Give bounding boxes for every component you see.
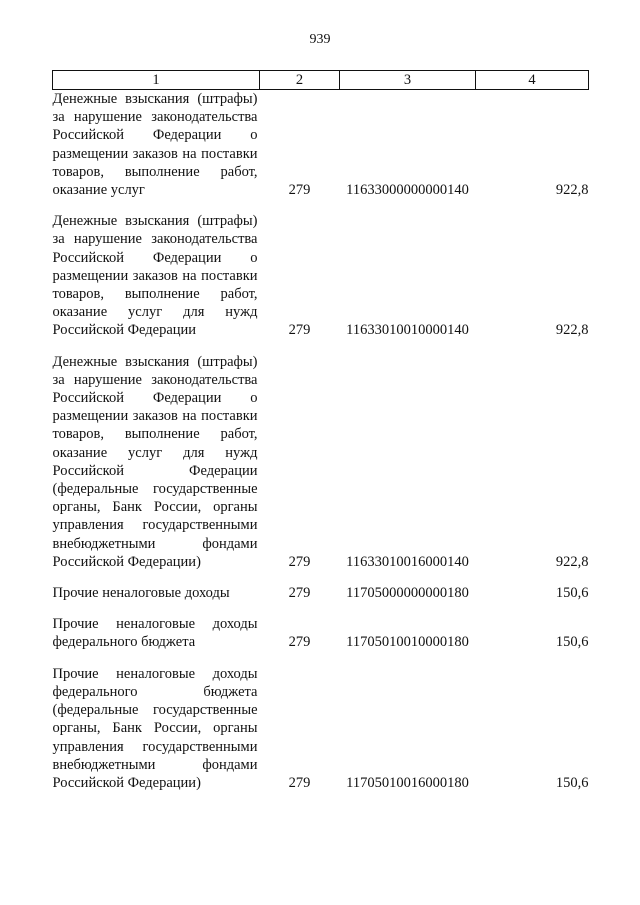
header-col-1: 1 — [53, 71, 260, 90]
table-row — [53, 615, 589, 651]
row-name: Денежные взыскания (штрафы) за нарушение законодательства Российской Федерации о размещении заказов на поставки товаров, выполнение работ, оказание услуг для нужд Российской Федерации (федеральные государственные органы, Банк России, органы управления государственными внебюджетными фондами Российской Федерации) — [52, 353, 258, 570]
row-amount: 150,6 — [555, 634, 589, 651]
row-amount: 922,8 — [555, 322, 589, 339]
row-code: 279 — [288, 322, 311, 339]
row-spacer — [53, 199, 589, 212]
row-amount: 922,8 — [555, 182, 589, 199]
row-code: 279 — [288, 634, 311, 651]
row-amount: 922,8 — [555, 553, 589, 570]
row-amount: 150,6 — [555, 585, 589, 602]
header-row — [53, 71, 589, 90]
row-code: 279 — [288, 585, 311, 602]
row-name: Прочие неналоговые доходы федерального бюджета — [52, 616, 258, 651]
row-spacer — [53, 571, 589, 584]
table-row — [53, 665, 589, 792]
header-col-2: 2 — [260, 71, 340, 90]
page-number: 939 — [309, 32, 331, 47]
table-row — [53, 353, 589, 571]
row-spacer — [53, 340, 589, 353]
row-spacer — [53, 602, 589, 615]
row-kbk: 11705010010000180 — [346, 634, 469, 651]
row-name: Денежные взыскания (штрафы) за нарушение законодательства Российской Федерации о размещении заказов на поставки товаров, выполнение работ, оказание услуг для нужд Российской Федерации — [52, 213, 258, 339]
table-header — [53, 71, 589, 90]
header-col-4: 4 — [476, 71, 589, 90]
row-code: 279 — [288, 553, 311, 570]
table-body — [53, 90, 589, 793]
row-kbk: 11705000000000180 — [346, 585, 469, 602]
budget-table — [52, 70, 589, 792]
row-amount: 150,6 — [555, 774, 589, 791]
row-name: Прочие неналоговые доходы федерального бюджета (федеральные государственные органы, Банк России, органы управления государственными внебюджетными фондами Российской Федерации) — [52, 665, 258, 791]
header-col-3: 3 — [340, 71, 476, 90]
row-code: 279 — [288, 774, 311, 791]
table-row — [53, 212, 589, 339]
row-kbk: 11705010016000180 — [346, 774, 469, 791]
row-kbk: 11633000000000140 — [346, 182, 469, 199]
row-code: 279 — [288, 182, 311, 199]
table-row — [53, 584, 589, 602]
row-name: Денежные взыскания (штрафы) за нарушение законодательства Российской Федерации о размещении заказов на поставки товаров, выполнение работ, оказание услуг — [52, 91, 258, 199]
row-name: Прочие неналоговые доходы — [52, 585, 230, 602]
row-spacer — [53, 652, 589, 665]
row-kbk: 11633010016000140 — [346, 553, 469, 570]
table-row — [53, 90, 589, 200]
row-kbk: 11633010010000140 — [346, 322, 469, 339]
